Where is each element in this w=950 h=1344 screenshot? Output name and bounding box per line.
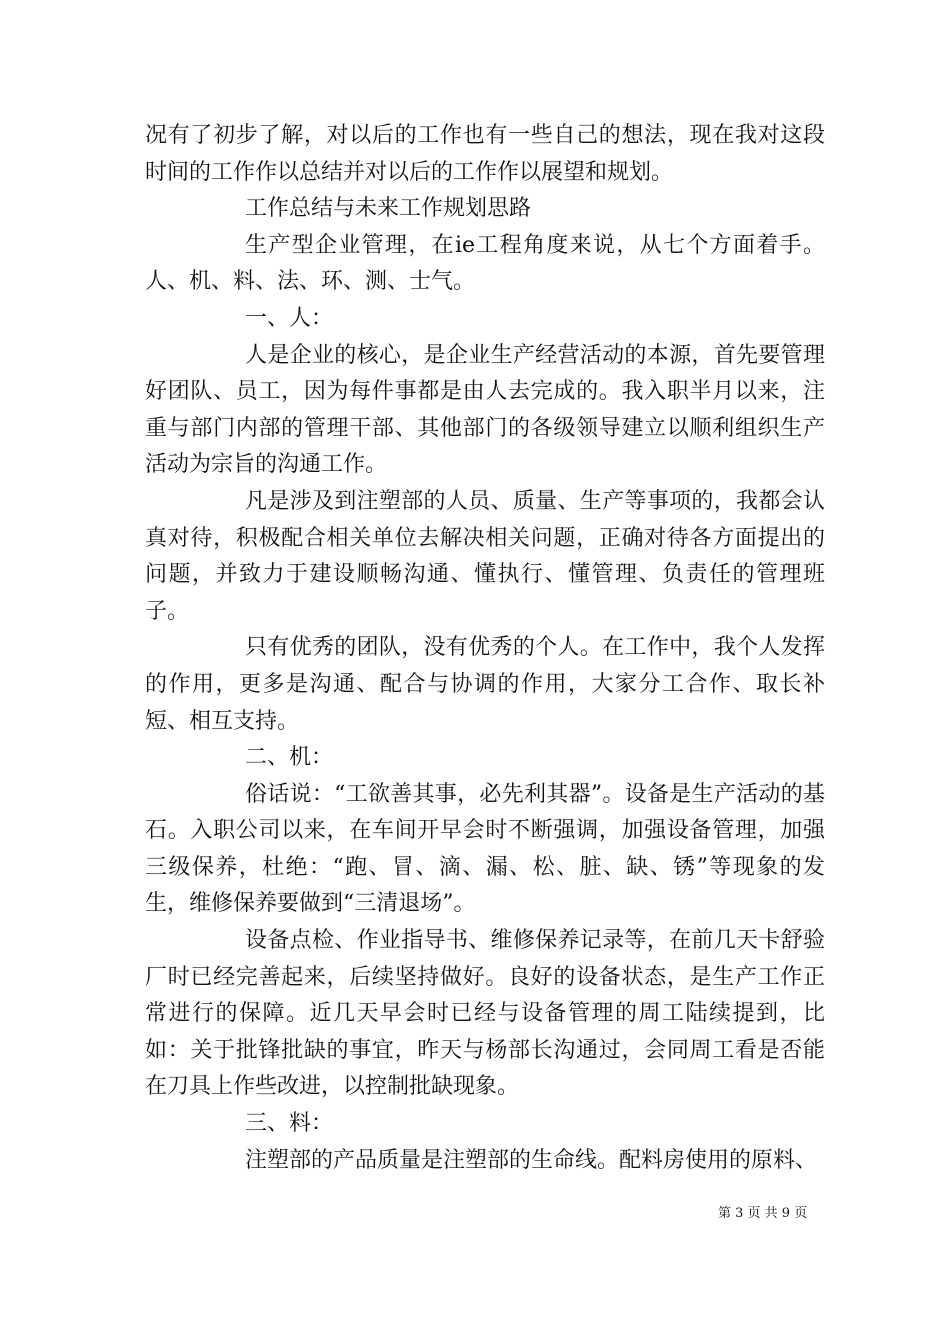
heading-machine: 二、机： (245, 745, 334, 771)
heading-people: 一、人： (245, 305, 334, 331)
paragraph-material-1: 注塑部的产品质量是注塑部的生命线。配料房使用的原料、 (245, 1147, 818, 1173)
paragraph-people-1: 人是企业的核心，是企业生产经营活动的本源，首先要管理好团队、员工，因为每件事都是由人去完成的。我入职半月以来，注重与部门内部的管理干部、其他部门的各级领导建立以顺利组织生产活动为宗旨的沟通工作。 (145, 342, 825, 478)
paragraph-people-3: 只有优秀的团队，没有优秀的个人。在工作中，我个人发挥的作用，更多是沟通、配合与协调的作用，大家分工合作、取长补短、相互支持。 (145, 635, 825, 734)
paragraph-machine-1: 俗话说：“工欲善其事，必先利其器”。设备是生产活动的基石。入职公司以来，在车间开早会时不断强调，加强设备管理，加强三级保养，杜绝：“跑、冒、滴、漏、松、脏、缺、锈”等现象的发生，维修保养要做到“三清退场”。 (145, 781, 825, 917)
paragraph-people-2: 凡是涉及到注塑部的人员、质量、生产等事项的，我都会认真对待，积极配合相关单位去解决相关问题，正确对待各方面提出的问题，并致力于建设顺畅沟通、懂执行、懂管理、负责任的管理班子。 (145, 488, 825, 624)
document-body (145, 118, 825, 1179)
heading-material: 三、料： (245, 1111, 334, 1137)
section-title: 工作总结与未来工作规划思路 (245, 196, 532, 222)
page-number: 第 3 页 共 9 页 (718, 1206, 808, 1221)
paragraph-intro: 生产型企业管理，在ie工程角度来说，从七个方面着手。人、机、料、法、环、测、士气。 (145, 232, 825, 295)
paragraph-continuation: 况有了初步了解，对以后的工作也有一些自己的想法，现在我对这段时间的工作作以总结并对以后的工作作以展望和规划。 (145, 123, 825, 185)
paragraph-machine-2: 设备点检、作业指导书、维修保养记录等，在前几天卡舒验厂时已经完善起来，后续坚持做好。良好的设备状态，是生产工作正常进行的保障。近几天早会时已经与设备管理的周工陆续提到，比如：关于批锋批缺的事宜，昨天与杨部长沟通过，会同周工看是否能在刀具上作些改进，以控制批缺现象。 (145, 928, 825, 1100)
